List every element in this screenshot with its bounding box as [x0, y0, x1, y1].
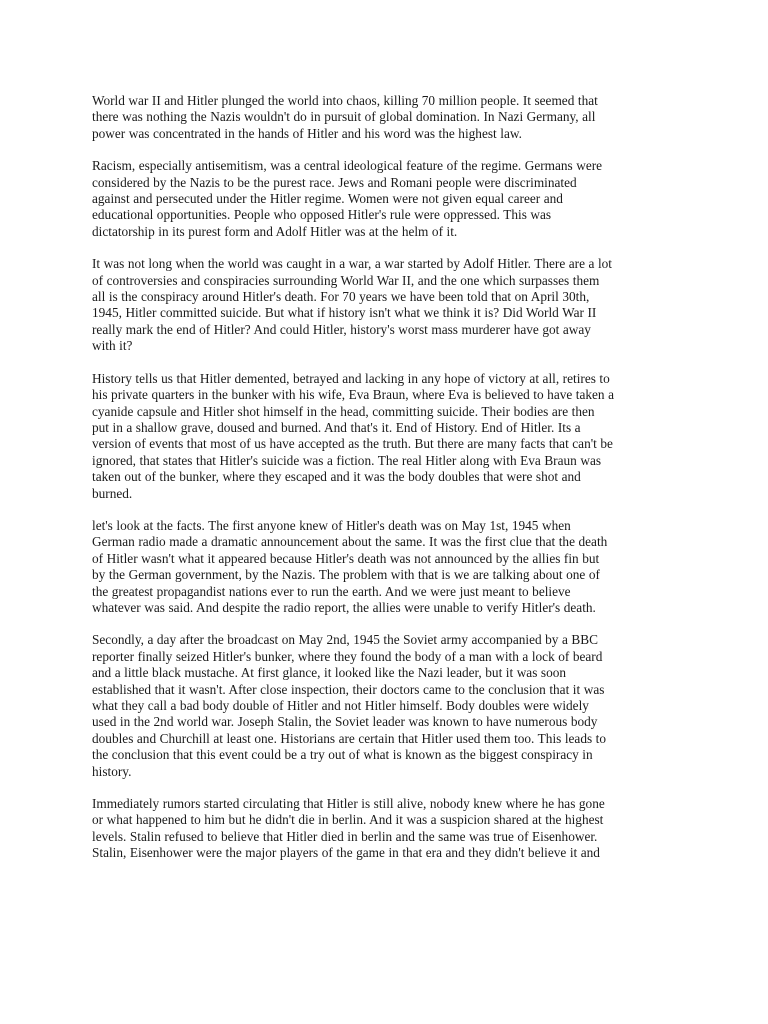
text-line: and a little black mustache. At first glance, it looked like the Nazi leader, but it was soon [92, 665, 567, 681]
text-line: the conclusion that this event could be a try out of what is known as the biggest conspiracy in [92, 747, 593, 763]
text-line: reporter finally seized Hitler's bunker, where they found the body of a man with a lock of beard [92, 648, 603, 664]
text-line: power was concentrated in the hands of Hitler and his word was the highest law. [92, 125, 522, 141]
text-line: 1945, Hitler committed suicide. But what if history isn't what we think it is? Did World War II [92, 305, 597, 321]
text-line: History tells us that Hitler demented, betrayed and lacking in any hope of victory at all, retires to [92, 370, 610, 386]
document-body [92, 93, 692, 862]
text-line: Racism, especially antisemitism, was a central ideological feature of the regime. Germans were [92, 158, 603, 174]
text-line: what they call a bad body double of Hitler and not Hitler himself. Body doubles were widely [92, 698, 589, 713]
text-line: educational opportunities. People who opposed Hitler's rule were oppressed. This was [92, 207, 552, 223]
text-line: history. [92, 763, 132, 779]
text-line: established that it wasn't. After close inspection, their doctors came to the conclusion that it was [92, 681, 605, 697]
text-line: taken out of the bunker, where they escaped and it was the body doubles that were shot and [92, 469, 581, 485]
text-line: or what happened to him but he didn't die in berlin. And it was a suspicion shared at the highest [92, 812, 604, 828]
text-line: ignored, that states that Hitler's suicide was a fiction. The real Hitler along with Eva Braun was [92, 452, 602, 468]
text-line: Secondly, a day after the broadcast on May 2nd, 1945 the Soviet army accompanied by a BBC [92, 632, 599, 648]
paragraph [92, 518, 692, 616]
text-line: cyanide capsule and Hitler shot himself in the head, committing suicide. Their bodies are then [92, 403, 595, 419]
text-line: whatever was said. And despite the radio report, the allies were unable to verify Hitler's death. [92, 599, 596, 615]
text-line: burned. [92, 485, 133, 501]
text-line: considered by the Nazis to be the purest race. Jews and Romani people were discriminated [92, 174, 577, 190]
text-line: doubles and Churchill at least one. Historians are certain that Hitler used them too. This leads to [92, 730, 607, 746]
text-line: all is the conspiracy around Hitler's death. For 70 years we have been told that on April 30th, [92, 289, 590, 305]
text-line: against and persecuted under the Hitler regime. Women were not given equal career and [92, 191, 563, 207]
text-line: version of events that most of us have accepted as the truth. But there are many facts that can't be [92, 436, 613, 452]
text-line: let's look at the facts. The first anyone knew of Hitler's death was on May 1st, 1945 when [92, 517, 571, 533]
text-line: levels. Stalin refused to believe that Hitler died in berlin and the same was true of Eisenhower. [92, 828, 598, 844]
paragraph [92, 632, 692, 780]
text-line: of controversies and conspiracies surrounding World War II, and the one which surpasses them [92, 272, 600, 288]
text-line: really mark the end of Hitler? And could Hitler, history's worst mass murderer have got away [92, 321, 591, 337]
text-line: there was nothing the Nazis wouldn't do in pursuit of global domination. In Nazi Germany, all [92, 109, 596, 125]
text-line: the greatest propagandist nations ever to run the earth. And we were just meant to believe [92, 583, 571, 599]
text-line: dictatorship in its purest form and Adolf Hitler was at the helm of it. [92, 223, 458, 239]
text-line: World war II and Hitler plunged the world into chaos, killing 70 million people. It seemed that [92, 93, 598, 108]
text-line: Stalin, Eisenhower were the major players of the game in that era and they didn't believe it and [92, 845, 600, 861]
paragraph [92, 93, 692, 142]
paragraph [92, 158, 692, 240]
text-line: of Hitler wasn't what it appeared because Hitler's death was not announced by the allies fin but [92, 550, 600, 566]
text-line: put in a shallow grave, doused and burned. And that's it. End of History. End of Hitler. Its a [92, 419, 581, 435]
text-line: his private quarters in the bunker with his wife, Eva Braun, where Eva is believed to have taken a [92, 387, 615, 403]
text-line: with it? [92, 338, 133, 354]
text-line: by the German government, by the Nazis. The problem with that is we are talking about one of [92, 567, 600, 583]
paragraph [92, 256, 692, 354]
text-line: Immediately rumors started circulating that Hitler is still alive, nobody knew where he has gone [92, 796, 605, 812]
paragraph [92, 371, 692, 502]
text-line: used in the 2nd world war. Joseph Stalin, the Soviet leader was known to have numerous body [92, 714, 598, 730]
text-line: It was not long when the world was caught in a war, a war started by Adolf Hitler. There are a lot [92, 256, 612, 272]
paragraph [92, 796, 692, 862]
text-line: German radio made a dramatic announcement about the same. It was the first clue that the death [92, 534, 608, 550]
